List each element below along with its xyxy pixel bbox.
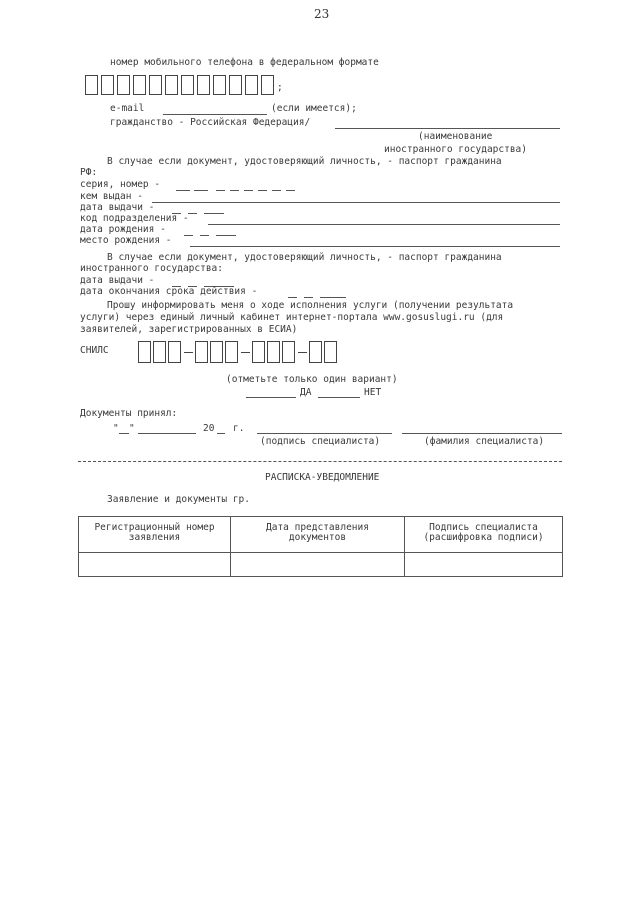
citizenship-note-1: (наименование — [418, 131, 493, 142]
specialist-name-field[interactable] — [402, 433, 562, 434]
date-quote-close: " — [129, 423, 135, 434]
issued-by-field[interactable] — [152, 202, 560, 203]
year-suffix: г. — [233, 423, 245, 434]
birth-place-label: место рождения - — [80, 235, 172, 246]
year-field[interactable] — [217, 433, 225, 434]
cell-registration-number[interactable] — [79, 553, 231, 577]
digit-box — [117, 75, 130, 95]
cell-specialist-signature[interactable] — [405, 553, 563, 577]
notify-line-2: услуги) через единый личный кабинет интернет-портала www.gosuslugi.ru (для — [80, 312, 504, 323]
notify-line-1: Прошу информировать меня о ходе исполнения услуги (получении результата — [107, 300, 514, 311]
receipt-table — [78, 516, 563, 577]
snils-option-hint: (отметьте только один вариант) — [226, 374, 398, 385]
email-field[interactable] — [163, 114, 267, 115]
email-note: (если имеется); — [271, 103, 357, 114]
dept-code-field[interactable] — [208, 224, 560, 225]
col-submission-date: Дата представления документов — [231, 517, 405, 553]
yes-label: ДА — [300, 387, 312, 398]
citizenship-label: гражданство - Российская Федерация/ — [110, 117, 311, 128]
digit-box — [229, 75, 242, 95]
digit-box — [181, 75, 194, 95]
expiry-label: дата окончания срока действия - — [80, 286, 258, 297]
no-field[interactable] — [318, 397, 360, 398]
snils-label: СНИЛС — [80, 345, 109, 356]
date-quote-open: " — [113, 423, 119, 434]
mobile-label: номер мобильного телефона в федеральном формате — [110, 57, 379, 68]
day-field[interactable] — [119, 433, 129, 434]
digit-box — [101, 75, 114, 95]
email-label: e-mail — [110, 103, 145, 114]
digit-box — [213, 75, 226, 95]
received-label: Документы принял: — [80, 408, 178, 419]
signature-field[interactable] — [257, 433, 392, 434]
birth-date-label: дата рождения - — [80, 224, 166, 235]
birth-place-field[interactable] — [190, 246, 560, 247]
year-prefix: 20 — [203, 423, 215, 434]
digit-box — [245, 75, 258, 95]
receipt-intro: Заявление и документы гр. — [107, 494, 250, 505]
foreign-passport-intro-1: В случае если документ, удостоверяющий личность, - паспорт гражданина — [107, 252, 502, 263]
cell-submission-date[interactable] — [231, 553, 405, 577]
digit-box — [165, 75, 178, 95]
digit-box — [149, 75, 162, 95]
citizenship-field[interactable] — [335, 128, 560, 129]
cut-line — [78, 461, 562, 462]
month-field[interactable] — [138, 433, 196, 434]
mobile-tail: ; — [277, 82, 283, 93]
foreign-passport-intro-2: иностранного государства: — [80, 263, 223, 274]
foreign-issue-date-label: дата выдачи - — [80, 275, 155, 286]
receipt-title: РАСПИСКА-УВЕДОМЛЕНИЕ — [265, 472, 380, 483]
no-label: НЕТ — [364, 387, 382, 398]
dept-code-label: код подразделения - — [80, 213, 189, 224]
yes-field[interactable] — [246, 397, 296, 398]
notify-line-3: заявителей, зарегистрированных в ЕСИА) — [80, 324, 298, 335]
rf-issue-date-label: дата выдачи - — [80, 202, 155, 213]
digit-box — [261, 75, 274, 95]
digit-box — [133, 75, 146, 95]
digit-box — [197, 75, 210, 95]
issued-by-label: кем выдан - — [80, 191, 143, 202]
name-caption: (фамилия специалиста) — [424, 436, 545, 447]
citizenship-note-2: иностранного государства) — [384, 144, 527, 155]
rf-passport-intro-2: РФ: — [80, 167, 98, 178]
digit-box — [85, 75, 98, 95]
rf-passport-intro-1: В случае если документ, удостоверяющий личность, - паспорт гражданина — [107, 156, 502, 167]
col-specialist-signature: Подпись специалиста (расшифровка подписи) — [405, 517, 563, 553]
series-label: серия, номер - — [80, 179, 161, 190]
page-number: 23 — [314, 7, 330, 21]
signature-caption: (подпись специалиста) — [260, 436, 381, 447]
col-registration-number: Регистрационный номер заявления — [79, 517, 231, 553]
